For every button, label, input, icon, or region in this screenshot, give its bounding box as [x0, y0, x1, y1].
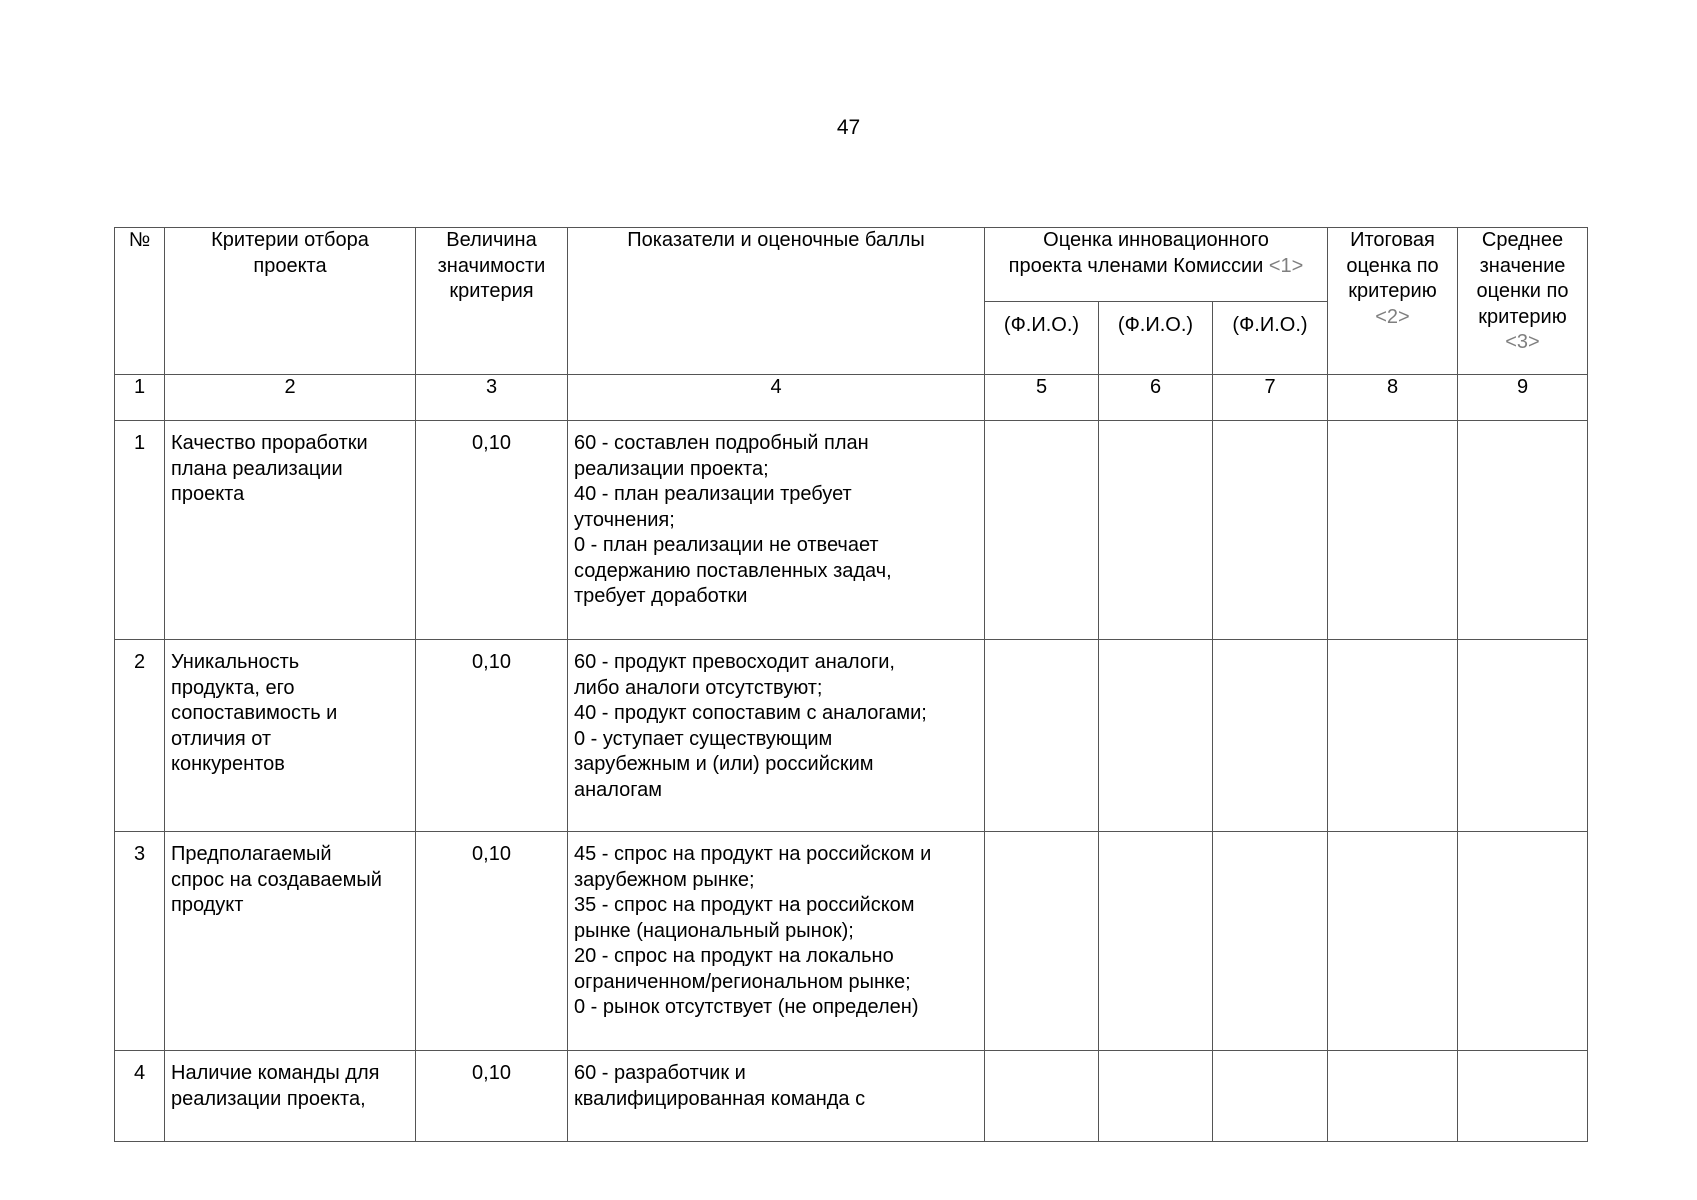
- average-cell[interactable]: [1458, 1051, 1588, 1142]
- column-number: 1: [115, 375, 165, 421]
- header-no: №: [115, 228, 165, 375]
- average-cell[interactable]: [1458, 832, 1588, 1051]
- header-member-2: (Ф.И.О.): [1099, 302, 1213, 375]
- score-cell[interactable]: [1213, 640, 1328, 832]
- row-number: 2: [115, 640, 165, 832]
- score-cell[interactable]: [985, 421, 1099, 640]
- weight-cell: 0,10: [416, 1051, 568, 1142]
- average-cell[interactable]: [1458, 640, 1588, 832]
- header-commission: Оценка инновационного проекта членами Комиссии <1>: [985, 228, 1328, 302]
- criterion-cell: Уникальность продукта, его сопоставимость и отличия от конкурентов: [165, 640, 416, 832]
- score-cell[interactable]: [1099, 1051, 1213, 1142]
- column-number: 8: [1328, 375, 1458, 421]
- header-average: Среднее значение оценки по критерию <3>: [1458, 228, 1588, 375]
- footnote-ref-2[interactable]: <2>: [1375, 305, 1410, 328]
- page-number: 47: [836, 116, 861, 139]
- table-row: [115, 421, 1588, 640]
- indicators-cell: 45 - спрос на продукт на российском и зарубежном рынке; 35 - спрос на продукт на российском рынке (национальный рынок); 20 - спрос на продукт на локально ограниченном/региональном рынке; 0 - рынок отсутствует (не определен): [568, 832, 985, 1051]
- total-cell[interactable]: [1328, 832, 1458, 1051]
- indicators-cell: 60 - разработчик и квалифицированная команда с: [568, 1051, 985, 1142]
- weight-cell: 0,10: [416, 421, 568, 640]
- footnote-ref-1[interactable]: <1>: [1268, 254, 1304, 277]
- column-number: 7: [1213, 375, 1328, 421]
- header-member-1: (Ф.И.О.): [985, 302, 1099, 375]
- score-cell[interactable]: [985, 832, 1099, 1051]
- score-cell[interactable]: [985, 1051, 1099, 1142]
- criterion-cell: Качество проработки плана реализации проекта: [165, 421, 416, 640]
- criterion-cell: Наличие команды для реализации проекта,: [165, 1051, 416, 1142]
- criterion-cell: Предполагаемый спрос на создаваемый продукт: [165, 832, 416, 1051]
- weight-cell: 0,10: [416, 640, 568, 832]
- column-number: 4: [568, 375, 985, 421]
- row-number: 3: [115, 832, 165, 1051]
- score-cell[interactable]: [1213, 1051, 1328, 1142]
- score-cell[interactable]: [1099, 421, 1213, 640]
- header-indicators: Показатели и оценочные баллы: [568, 228, 985, 375]
- table-row: [115, 640, 1588, 832]
- criteria-table: [114, 227, 1588, 1142]
- table-row: [115, 1051, 1588, 1142]
- footnote-ref-3[interactable]: <3>: [1505, 331, 1540, 353]
- score-cell[interactable]: [1099, 832, 1213, 1051]
- score-cell[interactable]: [1213, 421, 1328, 640]
- total-cell[interactable]: [1328, 1051, 1458, 1142]
- header-weight: Величина значимости критерия: [416, 228, 568, 375]
- column-number: 6: [1099, 375, 1213, 421]
- average-cell[interactable]: [1458, 421, 1588, 640]
- header-member-3: (Ф.И.О.): [1213, 302, 1328, 375]
- total-cell[interactable]: [1328, 640, 1458, 832]
- total-cell[interactable]: [1328, 421, 1458, 640]
- header-total: Итоговая оценка по критерию <2>: [1328, 228, 1458, 375]
- score-cell[interactable]: [1099, 640, 1213, 832]
- row-number: 1: [115, 421, 165, 640]
- column-number: 2: [165, 375, 416, 421]
- column-number: 9: [1458, 375, 1588, 421]
- score-cell[interactable]: [985, 640, 1099, 832]
- row-number: 4: [115, 1051, 165, 1142]
- header-criteria: Критерии отбора проекта: [165, 228, 416, 375]
- indicators-cell: 60 - составлен подробный план реализации проекта; 40 - план реализации требует уточнения; 0 - план реализации не отвечает содержанию поставленных задач, требует доработки: [568, 421, 985, 640]
- table-row: [115, 832, 1588, 1051]
- column-number: 3: [416, 375, 568, 421]
- header-row: [115, 228, 1588, 302]
- column-number: 5: [985, 375, 1099, 421]
- column-number-row: [115, 375, 1588, 421]
- weight-cell: 0,10: [416, 832, 568, 1051]
- indicators-cell: 60 - продукт превосходит аналоги, либо аналоги отсутствуют; 40 - продукт сопоставим с аналогами; 0 - уступает существующим зарубежным и (или) российским аналогам: [568, 640, 985, 832]
- score-cell[interactable]: [1213, 832, 1328, 1051]
